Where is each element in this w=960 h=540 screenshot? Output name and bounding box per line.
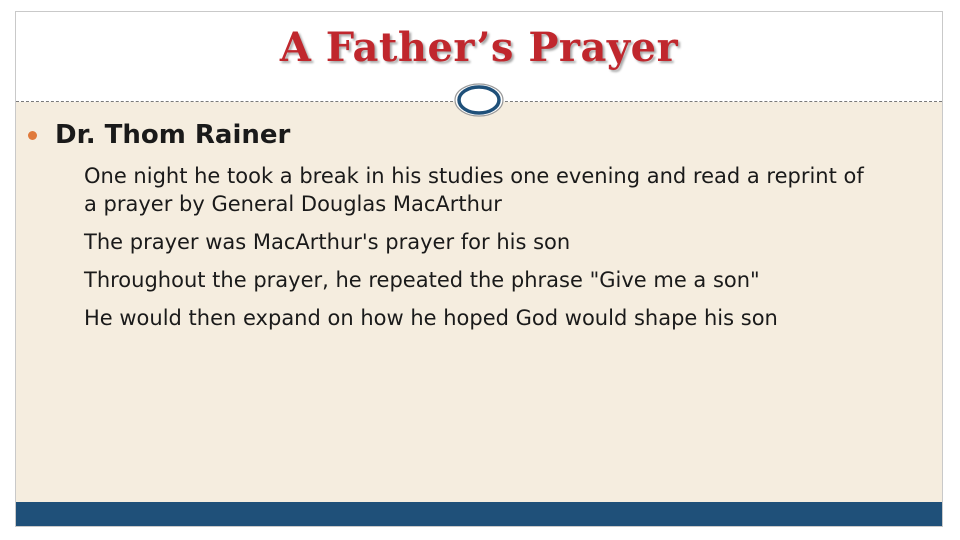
main-bullet [28,120,290,150]
list-item-text: One night he took a break in his studies one evening and read a reprint of a prayer by General Douglas MacArthur [84,164,864,216]
main-bullet-text: Dr. Thom Rainer [55,120,291,150]
ellipse-ring-icon [453,82,505,118]
orange-dot-icon [28,131,37,140]
footer-bar [16,502,942,526]
list-item [58,162,878,218]
list-item-text: He would then expand on how he hoped God would shape his son [84,306,778,330]
slide-title: A Father’s Prayer [279,24,679,71]
list-item [58,304,878,332]
sub-bullet-list [58,162,878,342]
list-item-text: The prayer was MacArthur's prayer for his son [84,230,571,254]
list-item [58,266,878,294]
list-item-text: Throughout the prayer, he repeated the phrase "Give me a son" [84,268,760,292]
list-item [58,228,878,256]
